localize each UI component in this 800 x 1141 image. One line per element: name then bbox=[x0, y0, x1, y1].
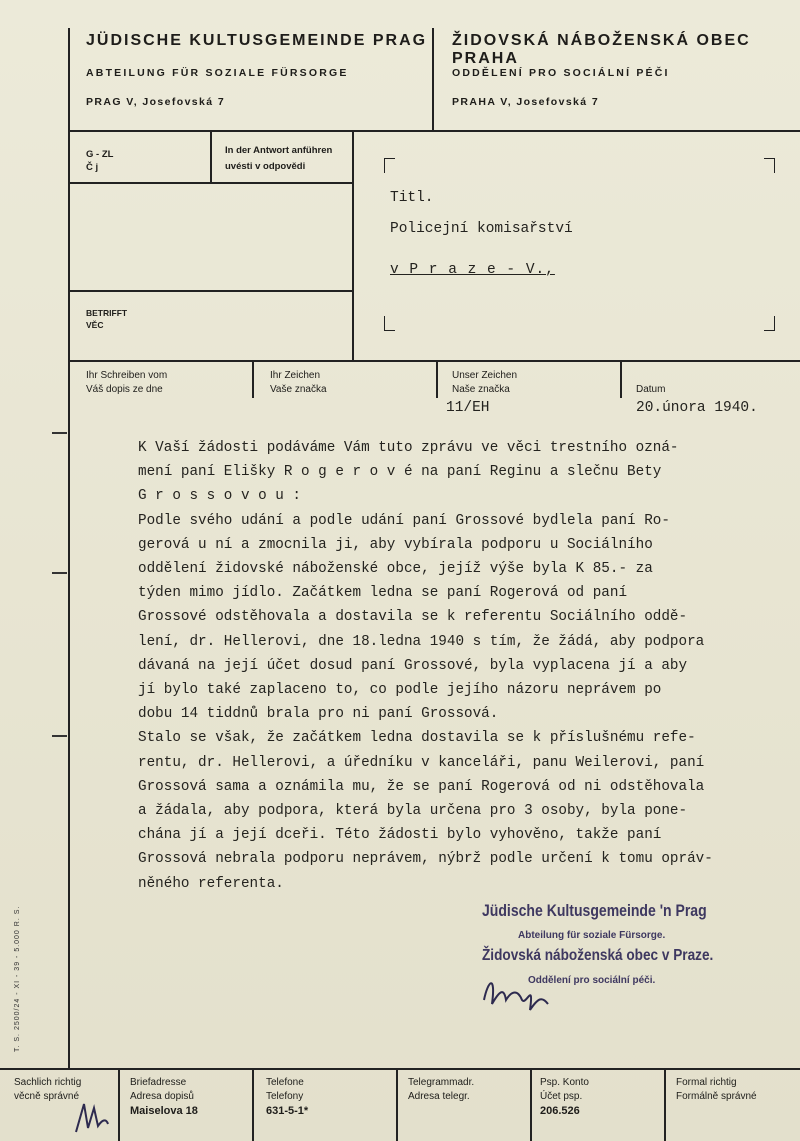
right-org-department: ODDĚLENÍ PRO SOCIÁLNÍ PÉČI bbox=[452, 67, 670, 79]
footer-telefone-value: 631-5-1* bbox=[266, 1105, 309, 1117]
answer-left-line bbox=[210, 130, 212, 182]
footer-div-4 bbox=[530, 1070, 532, 1141]
footer-div-2 bbox=[252, 1070, 254, 1141]
address-corner-bl bbox=[384, 316, 395, 331]
fold-mark-1 bbox=[52, 432, 67, 434]
body-line: K Vaší žádosti podáváme Vám tuto zprávu ve věci trestního ozná- bbox=[138, 440, 679, 456]
unser-zeichen-label: Unser Zeichen bbox=[452, 370, 518, 381]
betrifft-label: BETRIFFT bbox=[86, 308, 128, 318]
footer-sachlich-cz: věcně správné bbox=[14, 1091, 80, 1102]
footer-briefadresse bbox=[130, 1076, 198, 1119]
footer-top-line bbox=[0, 1068, 800, 1070]
footer-formal-cz: Formálně správné bbox=[676, 1091, 757, 1102]
form-row-line-1 bbox=[68, 182, 354, 184]
footer-briefadresse-de: Briefadresse bbox=[130, 1077, 187, 1088]
header-bottom-line bbox=[68, 130, 800, 132]
footer-formal-de: Formal richtig bbox=[676, 1077, 737, 1088]
body-line: Grossová nebrala podporu neprávem, nýbrž podle určení k tomu opráv- bbox=[138, 851, 713, 868]
footer-konto-cz: Účet psp. bbox=[540, 1091, 583, 1102]
address-corner-tr bbox=[764, 158, 775, 173]
signature bbox=[478, 960, 558, 1020]
header-divider bbox=[432, 28, 434, 130]
footer-konto-value: 206.526 bbox=[540, 1105, 580, 1117]
letter-body bbox=[138, 436, 778, 896]
answer-label-de: In der Antwort anführen bbox=[225, 145, 333, 156]
left-org-address: PRAG V, Josefovská 7 bbox=[86, 96, 226, 108]
footer-telegramm-cz: Adresa telegr. bbox=[408, 1091, 470, 1102]
footer-formal bbox=[676, 1076, 757, 1104]
footer-telefone-cz: Telefony bbox=[266, 1091, 304, 1102]
body-line: mení paní Elišky R o g e r o v é na paní Reginu a slečnu Bety bbox=[138, 464, 662, 481]
body-line: dobu 14 tiddnů brala pro ni paní Grossová. bbox=[138, 706, 499, 723]
left-org-title: JÜDISCHE KULTUSGEMEINDE PRAG bbox=[86, 32, 428, 49]
body-line: Grossové odstěhovala a dostavila se k referentu Sociálního oddě- bbox=[138, 609, 688, 626]
answer-label-cz: uvésti v odpovědi bbox=[225, 161, 306, 172]
body-line: týden mimo jídlo. Začátkem ledna se paní Rogerová od paní bbox=[138, 585, 628, 602]
stamp-line-4: Oddělení pro sociální péči. bbox=[528, 975, 656, 986]
datum-label: Datum bbox=[636, 384, 666, 395]
footer-telefone-de: Telefone bbox=[266, 1077, 304, 1088]
refs-top-line bbox=[68, 360, 800, 362]
ihr-schreiben-label: Ihr Schreiben vom bbox=[86, 370, 168, 381]
gzl-label: G - ZL bbox=[86, 149, 114, 160]
stamp-line-1: Jüdische Kultusgemeinde 'n Prag bbox=[482, 902, 707, 920]
footer-konto-de: Psp. Konto bbox=[540, 1077, 589, 1088]
address-corner-br bbox=[764, 316, 775, 331]
stamp-line-2: Abteilung für soziale Fürsorge. bbox=[518, 930, 666, 941]
fold-mark-2 bbox=[52, 572, 67, 574]
print-code: T. S. 2500/24 - XI - 39 - 5.000 R. S. bbox=[14, 905, 21, 1052]
body-line: lení, dr. Hellerovi, dne 18.ledna 1940 s tím, že žádá, aby podpora bbox=[138, 633, 705, 650]
footer-telegramm-de: Telegrammadr. bbox=[408, 1077, 475, 1088]
left-margin-line bbox=[68, 28, 70, 1068]
vas-dopis-label: Váš dopis ze dne bbox=[86, 384, 163, 395]
refs-divider-1 bbox=[252, 362, 254, 398]
vec-label: VĚC bbox=[86, 320, 104, 330]
date-value: 20.února 1940. bbox=[636, 400, 758, 416]
right-org-address: PRAHA V, Josefovská 7 bbox=[452, 96, 600, 108]
body-line: a žádala, aby podpora, která byla určena pro 3 osoby, byla pone- bbox=[138, 803, 688, 820]
stamp-line-3: Židovská náboženská obec v Praze. bbox=[482, 947, 714, 964]
footer-telefone bbox=[266, 1076, 308, 1119]
body-line: Stalo se však, že začátkem ledna dostavila se k příslušnému refe- bbox=[138, 730, 696, 747]
left-org-department: ABTEILUNG FÜR SOZIALE FÜRSORGE bbox=[86, 67, 349, 79]
footer-div-5 bbox=[664, 1070, 666, 1141]
form-row-line-2 bbox=[68, 290, 354, 292]
body-line: Grossová sama a oznámila mu, že se paní Rogerová od ni odstěhovala bbox=[138, 778, 705, 795]
body-line: oddělení židovské náboženské obce, jejíž výše byla K 85.- za bbox=[138, 561, 653, 578]
nase-znacka-label: Naše značka bbox=[452, 384, 510, 395]
footer-initials bbox=[72, 1098, 112, 1138]
address-line-2: Policejní komisařství bbox=[390, 221, 573, 237]
footer-konto bbox=[540, 1076, 589, 1119]
cj-label: Č j bbox=[86, 162, 99, 173]
vase-znacka-label: Vaše značka bbox=[270, 384, 327, 395]
body-line: něného referenta. bbox=[138, 875, 284, 892]
footer-briefadresse-value: Maiselova 18 bbox=[130, 1105, 198, 1117]
body-line: gerová u ní a zmocnila ji, aby vybírala podporu u Sociálního bbox=[138, 536, 653, 553]
our-reference-value: 11/EH bbox=[446, 400, 490, 416]
body-line: Podle svého udání a podle udání paní Grossové bydlela paní Ro- bbox=[138, 512, 670, 529]
fold-mark-3 bbox=[52, 735, 67, 737]
address-line-3: v P r a z e - V., bbox=[390, 262, 555, 278]
body-line: dávaná na její účet dosud paní Grossové, byla vyplacena jí a aby bbox=[138, 657, 688, 674]
footer-briefadresse-cz: Adresa dopisů bbox=[130, 1091, 194, 1102]
address-line-1: Titl. bbox=[390, 190, 434, 206]
body-line: G r o s s o v o u : bbox=[138, 488, 302, 505]
right-org-title: ŽIDOVSKÁ NÁBOŽENSKÁ OBEC PRAHA bbox=[452, 32, 751, 67]
footer-sachlich-de: Sachlich richtig bbox=[14, 1077, 82, 1088]
refs-divider-2 bbox=[436, 362, 438, 398]
address-corner-tl bbox=[384, 158, 395, 173]
footer-div-1 bbox=[118, 1070, 120, 1141]
body-line: rentu, dr. Hellerovi, a úředníku v kanceláři, panu Weilerovi, paní bbox=[138, 754, 705, 771]
body-line: jí bylo také zaplaceno to, co podle jejího názoru neprávem po bbox=[138, 682, 662, 699]
form-right-line bbox=[352, 130, 354, 360]
footer-div-3 bbox=[396, 1070, 398, 1141]
body-line: chána jí a její dceři. Této žádosti bylo vyhověno, takže paní bbox=[138, 827, 662, 844]
refs-divider-3 bbox=[620, 362, 622, 398]
footer-telegramm bbox=[408, 1076, 474, 1104]
ihr-zeichen-label: Ihr Zeichen bbox=[270, 370, 321, 381]
